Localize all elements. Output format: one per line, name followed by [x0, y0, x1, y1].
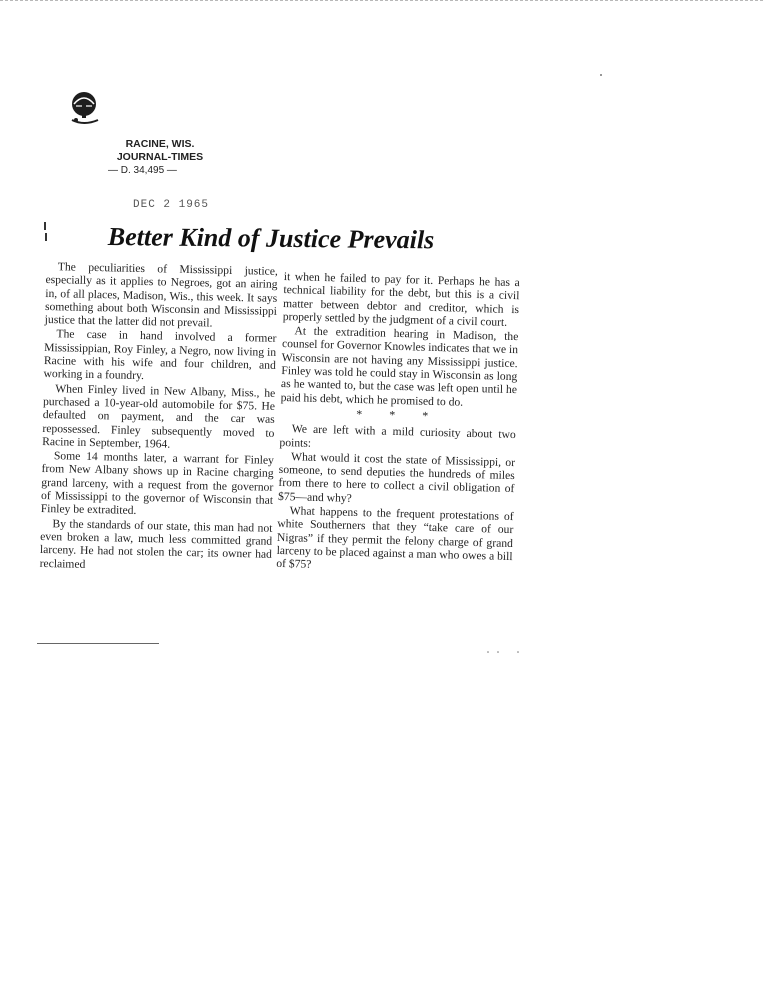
- scan-speck: [600, 74, 602, 76]
- clipping-cut-line: [37, 643, 159, 644]
- article-paragraph: Some 14 months later, a warrant for Finley from New Albany shows up in Racine charging grand larceny, with a request from the governor of Mississippi to the governor of Wisconsin that Finley be extradited.: [40, 449, 274, 518]
- article-paragraph: When Finley lived in New Albany, Miss., he purchased a 10-year-old automobile for $75. He defaulted on payment, and the car was repossessed. Finley subsequently moved to Racine in September, 1964.: [42, 381, 276, 451]
- page-top-border: [0, 0, 763, 3]
- masthead-paper: JOURNAL-TIMES: [116, 151, 204, 163]
- article-paragraph: We are left with a mild curiosity about two points:: [279, 422, 516, 450]
- article-column-1: [40, 260, 278, 575]
- article-paragraph: The peculiarities of Mississippi justice, especially as it applies to Negroes, got an airing in, of all places, Madison, Wis., this week. It says something about both Wisconsin and Mississippi justice that the latter did not prevail.: [44, 260, 278, 330]
- article-paragraph: The case in hand involved a former Mississippian, Roy Finley, a Negro, now living in Racine with his wife and four children, and working in a foundry.: [43, 327, 277, 383]
- article-paragraph: By the standards of our state, this man had not even broken a law, much less committed grand larceny. He had not stolen the car; its owner had reclaimed: [39, 516, 273, 571]
- article-paragraph: At the extradition hearing in Madison, the counsel for Governor Knowles indicates that we in Wisconsin are not having any Mississippi justice. Finley was told he could stay in Wisconsin as long as he wanted to, but the case was left open until he paid his debt, which he promised to do.: [280, 324, 519, 409]
- masthead-city: RACINE, WIS.: [125, 138, 195, 150]
- article-paragraph: it when he failed to pay for it. Perhaps he has a technical liability for the debt, but this is a civil matter between debtor and creditor, which is properly settled by the judgment of a civil court.: [282, 270, 520, 329]
- clipping-service-logo-icon: [66, 90, 106, 130]
- masthead-circulation: — D. 34,495 —: [108, 165, 177, 176]
- section-separator: * * *: [356, 406, 441, 424]
- article-paragraph: What happens to the frequent protestations of white Southerners that they “take care of our Nigras” if they permit the felony charge of grand larceny to be placed against a man who owes a bill of $75?: [276, 504, 514, 572]
- article-paragraph: What would it cost the state of Mississippi, or someone, to send deputies the hundreds of miles from there to here to collect a civil obligation of $75—and why?: [277, 450, 516, 505]
- date-stamp: DEC 2 1965: [133, 199, 210, 211]
- article-column-2: [276, 270, 520, 577]
- scan-specks: [484, 650, 524, 654]
- masthead: [100, 138, 220, 177]
- margin-mark: [44, 222, 47, 242]
- article-headline: Better Kind of Justice Prevails: [107, 222, 435, 255]
